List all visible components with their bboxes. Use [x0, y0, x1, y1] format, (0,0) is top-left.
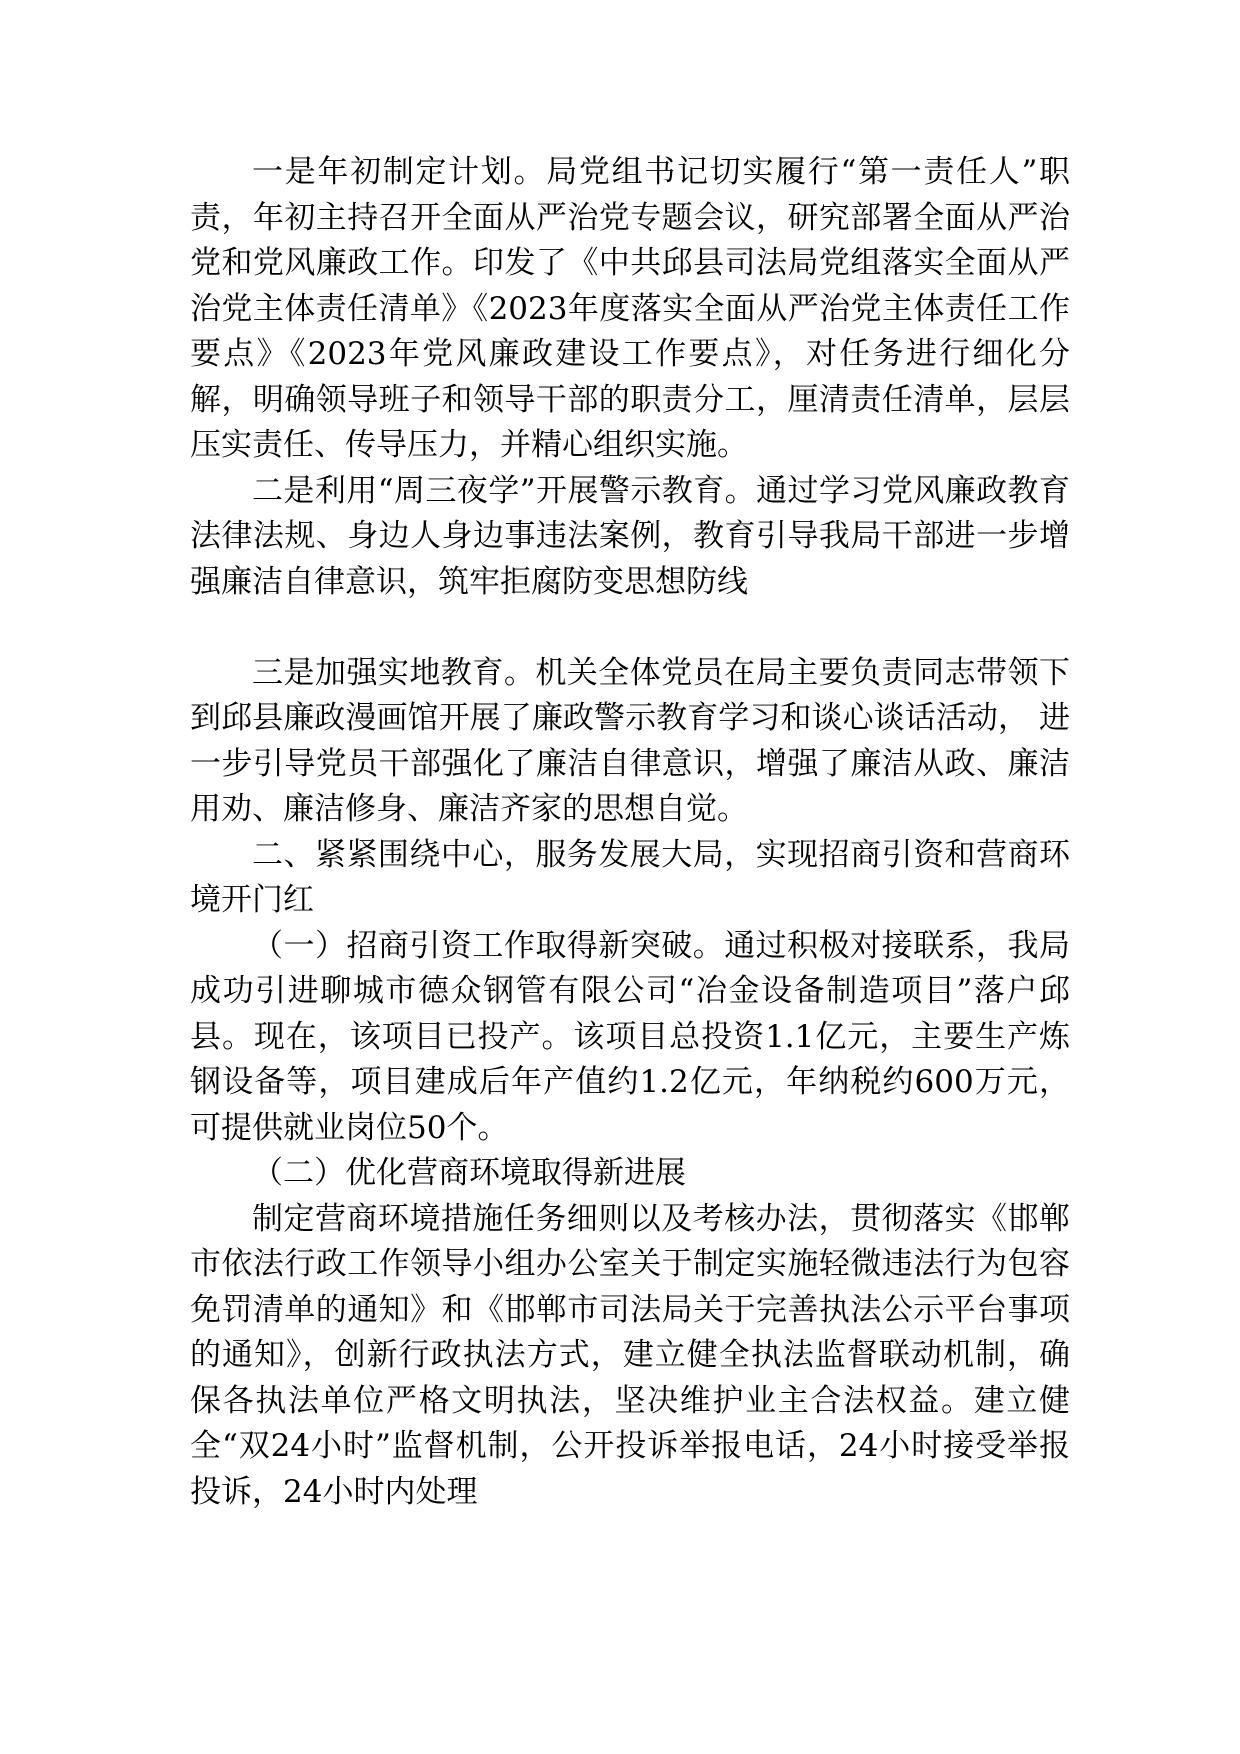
paragraph-investment-breakthrough: （一）招商引资工作取得新突破。通过积极对接联系，我局成功引进聊城市德众钢管有限公司“冶金设备制造项目”落户邱县。现在，该项目已投产。该项目总投资1.1亿元，主要生产炼钢设备等，项目建成后年产值约1.2亿元，年纳税约600万元，可提供就业岗位50个。: [190, 927, 1070, 1146]
paragraph-plan: 一是年初制定计划。局党组书记切实履行“第一责任人”职责，年初主持召开全面从严治党专题会议，研究部署全面从严治党和党风廉政工作。印发了《中共邱县司法局党组落实全面从严治党主体责任清单》《2023年度落实全面从严治党主体责任工作要点》《2023年党风廉政建设工作要点》，对任务进行细化分解，明确领导班子和领导干部的职责分工，厘清责任清单，层层压实责任、传导压力，并精心组织实施。: [190, 154, 1070, 463]
document-body: [190, 150, 1070, 1515]
paragraph-field-education: 三是加强实地教育。机关全体党员在局主要负责同志带领下到邱县廉政漫画馆开展了廉政警示教育学习和谈心谈话活动， 进一步引导党员干部强化了廉洁自律意识，增强了廉洁从政、廉洁用劝、廉洁修身、廉洁齐家的思想自觉。: [190, 654, 1070, 827]
paragraph-gap: [190, 605, 1070, 651]
paragraph-warning-education: 二是利用“周三夜学”开展警示教育。通过学习党风廉政教育法律法规、身边人身边事违法案例，教育引导我局干部进一步增强廉洁自律意识，筑牢拒腐防变思想防线: [190, 472, 1070, 600]
subheading-business-environment: （二）优化营商环境取得新进展: [252, 1155, 686, 1191]
section-heading-investment: 二、紧紧围绕中心，服务发展大局，实现招商引资和营商环境开门红: [190, 836, 1070, 918]
paragraph-business-environment: 制定营商环境措施任务细则以及考核办法，贯彻落实《邯郸市依法行政工作领导小组办公室关于制定实施轻微违法行为包容免罚清单的通知》和《邯郸市司法局关于完善执法公示平台事项的通知》，创新行政执法方式，建立健全执法监督联动机制，确保各执法单位严格文明执法，坚决维护业主合法权益。建立健全“双24小时”监督机制，公开投诉举报电话，24小时接受举报投诉，24小时内处理: [190, 1200, 1070, 1510]
